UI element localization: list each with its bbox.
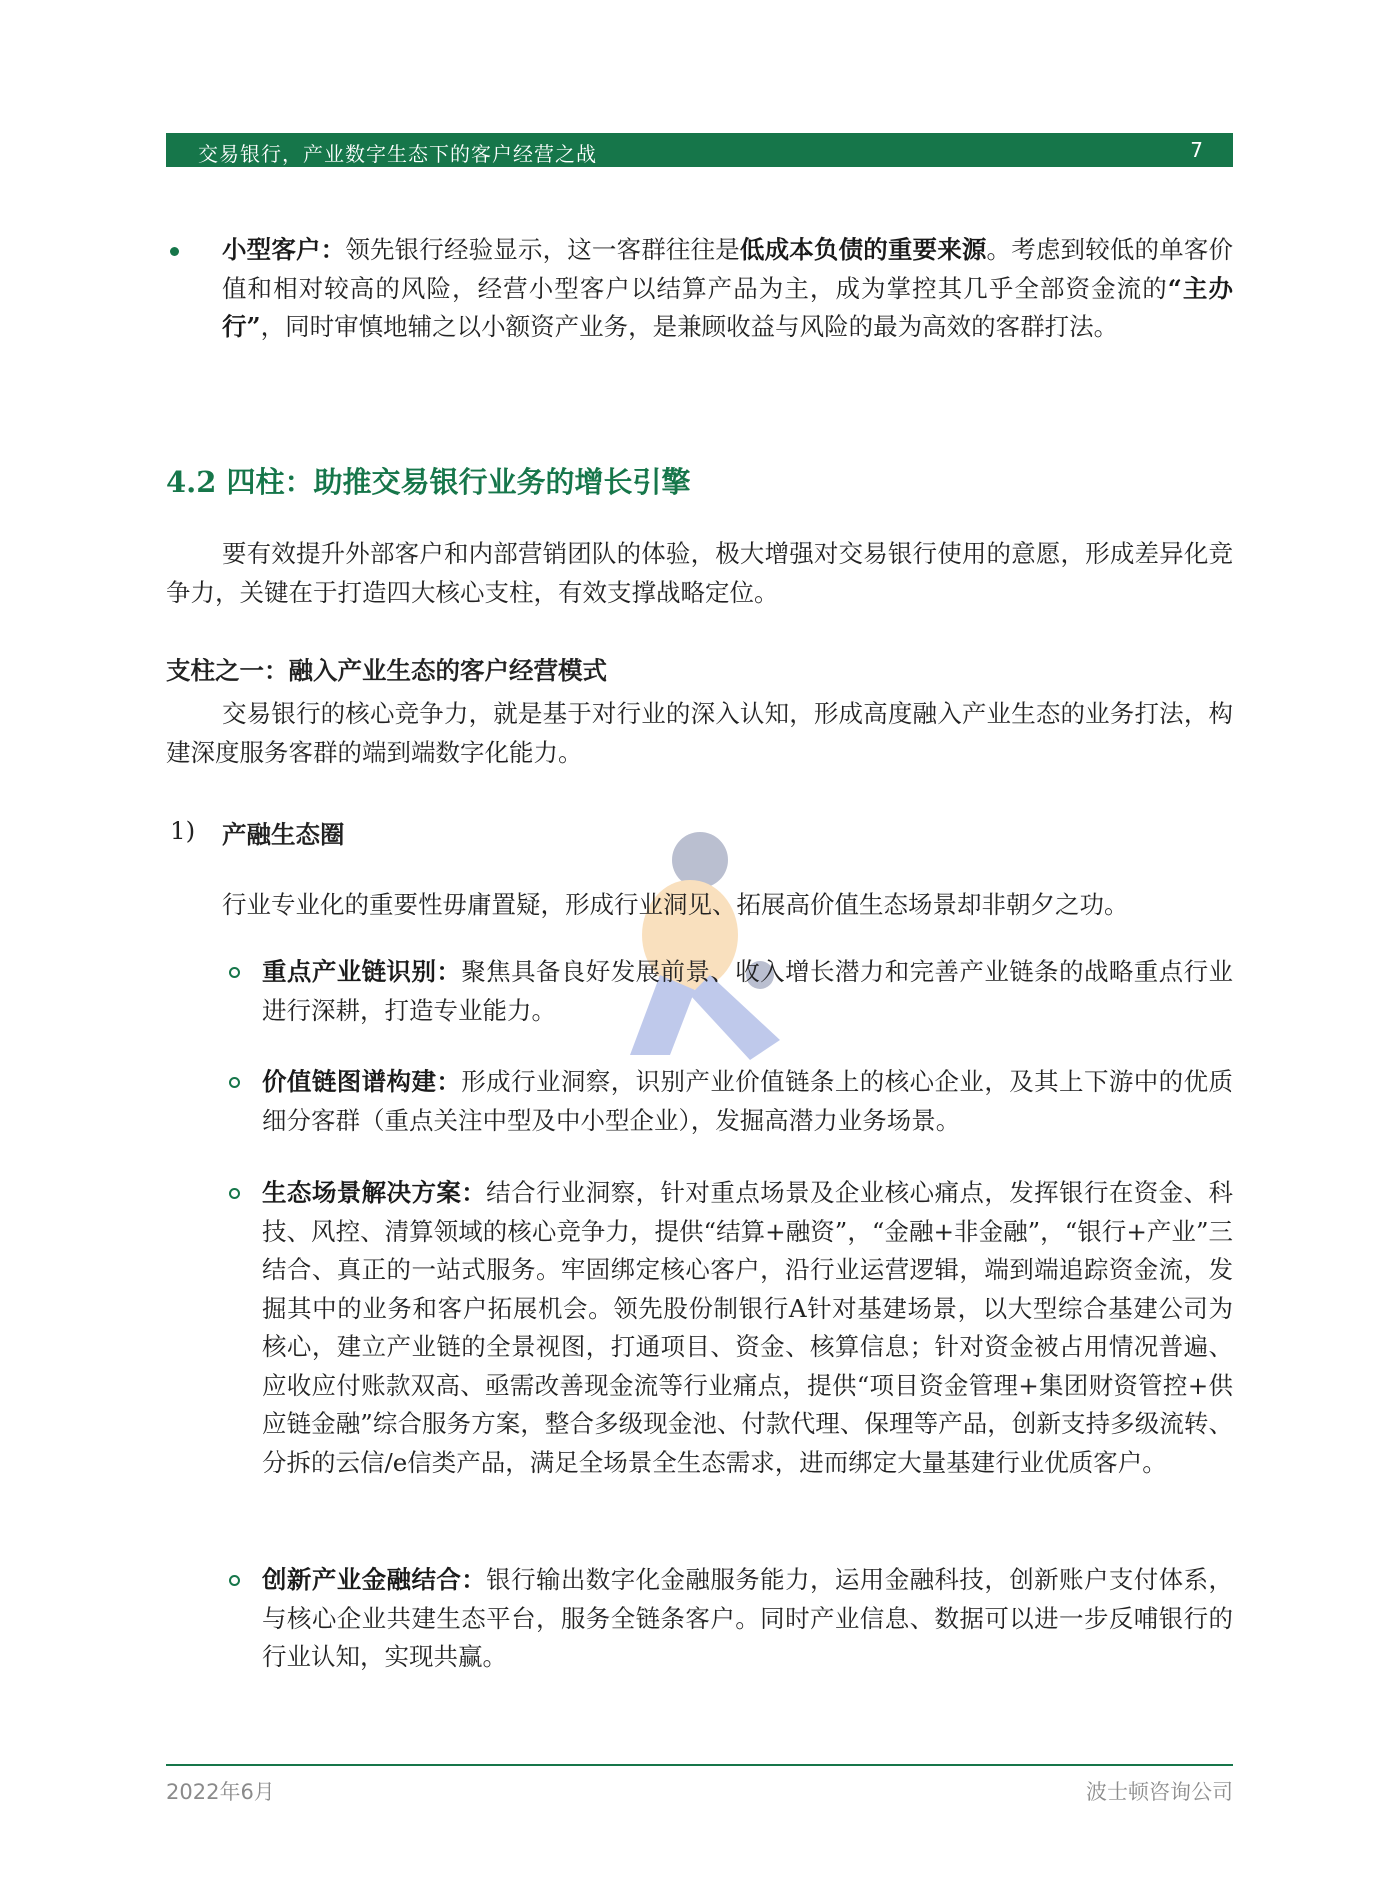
bullet-text: 结合行业洞察，针对重点场景及企业核心痛点，发挥银行在资金、科技、风控、清算领域的核心竞争力，提供“结算+融资”，“金融+非金融”，“银行+产业”三结合、真正的一站式服务。牢固绑定核心客户，沿行业运营逻辑，端到端追踪资金流，发掘其中的业务和客户拓展机会。领先股份制银行A针对基建场景，以大型综合基建公司为核心，建立产业链的全景视图，打通项目、资金、核算信息；针对资金被占用情况普遍、应收应付账款双高、亟需改善现金流等行业痛点，提供“项目资金管理+集团财资管控+供应链金融”综合服务方案，整合多级现金池、付款代理、保理等产品，创新支持多级流转、分拆的云信/e信类产品，满足全场景全生态需求，进而绑定大量基建行业优质客户。: [262, 1178, 1233, 1477]
bullet-ring-icon: [229, 1575, 240, 1586]
bullet-item: [262, 1561, 1233, 1677]
small-clients-paragraph: [222, 231, 1233, 347]
bullet-item: [262, 1063, 1233, 1140]
bullet-text: 聚焦具备良好发展前景、收入增长潜力和完善产业链条的战略重点行业进行深耕，打造专业能力。: [262, 957, 1233, 1025]
footer-company: 波士顿咨询公司: [1086, 1780, 1233, 1804]
bullet-label: 重点产业链识别：: [262, 957, 462, 986]
bullet-ring-icon: [229, 1188, 240, 1199]
list-intro: 行业专业化的重要性毋庸置疑，形成行业洞见、拓展高价值生态场景却非朝夕之功。: [222, 890, 1129, 919]
header-title: 交易银行，产业数字生态下的客户经营之战: [198, 142, 597, 166]
pillar-one-intro: 交易银行的核心竞争力，就是基于对行业的深入认知，形成高度融入产业生态的业务打法，构建深度服务客群的端到端数字化能力。: [166, 699, 1233, 767]
bullet-ring-icon: [229, 967, 240, 978]
bullet-text: 银行输出数字化金融服务能力，运用金融科技，创新账户支付体系，与核心企业共建生态平台，服务全链条客户。同时产业信息、数据可以进一步反哺银行的行业认知，实现共赢。: [262, 1565, 1233, 1671]
list-title: 产融生态圈: [222, 820, 345, 849]
section-heading: 4.2 四柱：助推交易银行业务的增长引擎: [166, 465, 691, 499]
list-number: 1): [170, 816, 196, 845]
page-number: 7: [1190, 138, 1203, 162]
bullet-item: [262, 1174, 1233, 1482]
section-intro: 要有效提升外部客户和内部营销团队的体验，极大增强对交易银行使用的意愿，形成差异化竞争力，关键在于打造四大核心支柱，有效支撑战略定位。: [166, 539, 1233, 607]
small-clients-bold-1: 低成本负债的重要来源: [739, 235, 987, 264]
header-bar: [166, 133, 1233, 167]
small-clients-text-2: 。考虑到较低的单客价值和相对较高的风险，经营小型客户以结算产品为主，成为掌控其几乎全部资金流的: [222, 235, 1234, 303]
pillar-one-heading: 支柱之一：融入产业生态的客户经营模式: [166, 656, 607, 685]
small-clients-text-1: 领先银行经验显示，这一客群往往是: [345, 235, 740, 264]
bullet-item: [262, 953, 1233, 1030]
bullet-label: 创新产业金融结合：: [262, 1565, 487, 1594]
small-clients-bold-2: “主办行”: [222, 273, 1233, 341]
bullet-text: 形成行业洞察，识别产业价值链条上的核心企业，及其上下游中的优质细分客群（重点关注中型及中小型企业），发掘高潜力业务场景。: [262, 1067, 1233, 1135]
bullet-label: 价值链图谱构建：: [262, 1067, 462, 1096]
footer-date: 2022年6月: [166, 1780, 275, 1804]
bullet-ring-icon: [229, 1077, 240, 1088]
bullet-label: 生态场景解决方案：: [262, 1178, 487, 1207]
bullet-dot-icon: [170, 247, 179, 256]
small-clients-label: 小型客户：: [222, 235, 346, 264]
small-clients-text-3: ，同时审慎地辅之以小额资产业务，是兼顾收益与风险的最为高效的客群打法。: [260, 312, 1119, 341]
footer-divider: [166, 1764, 1233, 1766]
